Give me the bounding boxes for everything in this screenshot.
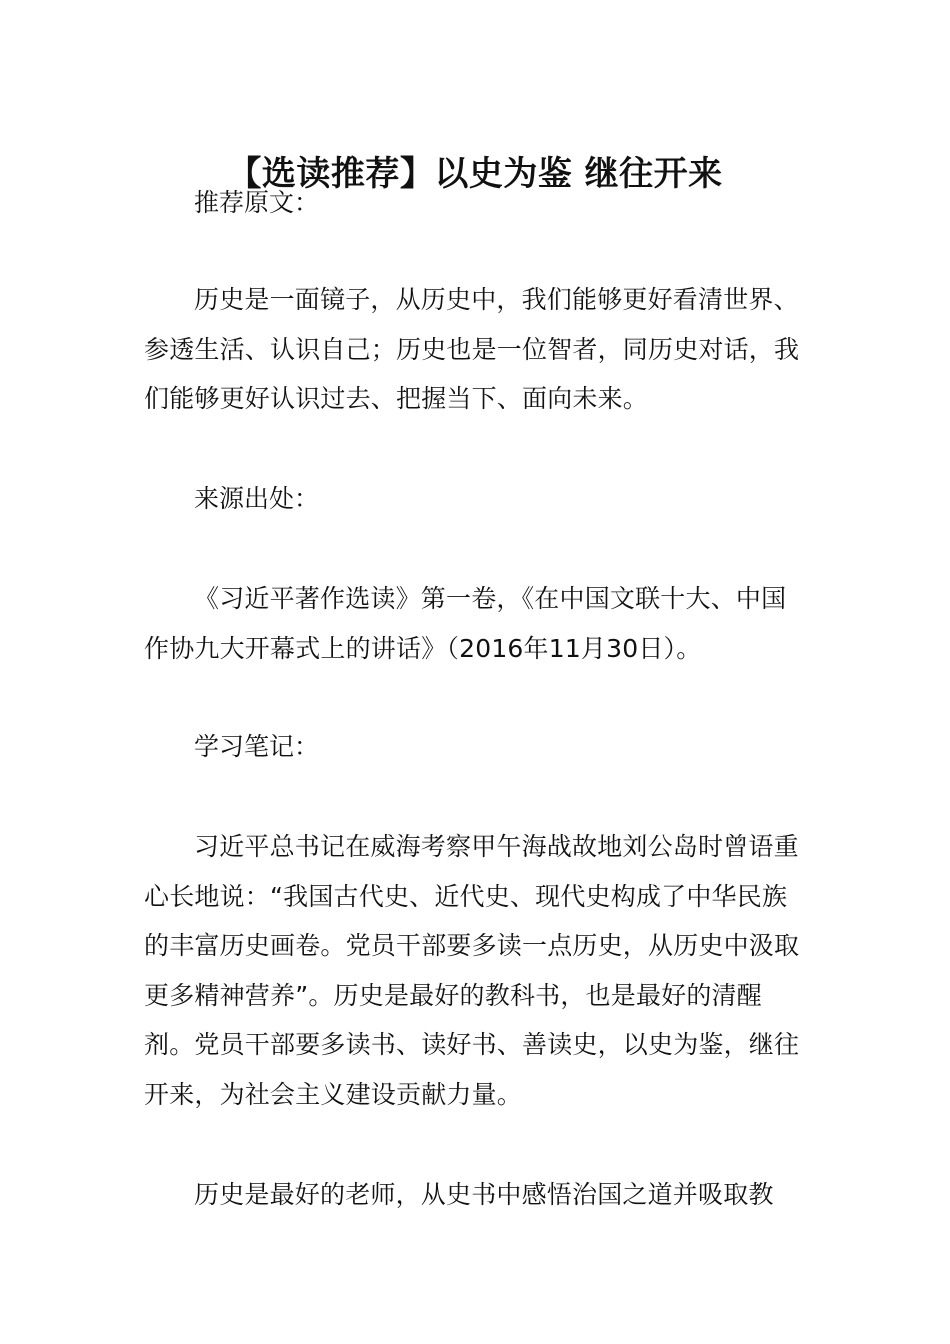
notes-label: 学习笔记： [194, 732, 320, 761]
original-paragraph: 历史是一面镜子，从历史中，我们能够更好看清世界、参透生活、认识自己；历史也是一位智者，同历史对话，我们能够更好认识过去、把握当下、面向未来。 [144, 285, 800, 413]
notes-paragraph-1: 习近平总书记在威海考察甲午海战故地刘公岛时曾语重心长地说：“我国古代史、近代史、现代史构成了中华民族的丰富历史画卷。党员干部要多读一点历史，从历史中汲取更多精神营养”。历史是最好的教科书，也是最好的清醒剂。党员干部要多读书、读好书、善读史，以史为鉴，继往开来，为社会主义建设贡献力量。 [144, 832, 800, 1109]
notes-paragraph-2: 历史是最好的老师，从史书中感悟治国之道并吸取教 [194, 1180, 774, 1209]
original-label: 推荐原文： [194, 188, 320, 217]
document-title: 【选读推荐】以史为鉴 继往开来 [227, 153, 723, 194]
source-label: 来源出处： [194, 484, 320, 513]
source-paragraph: 《习近平著作选读》第一卷，《在中国文联十大、中国作协九大开幕式上的讲话》（2016年11月30日）。 [144, 584, 787, 663]
